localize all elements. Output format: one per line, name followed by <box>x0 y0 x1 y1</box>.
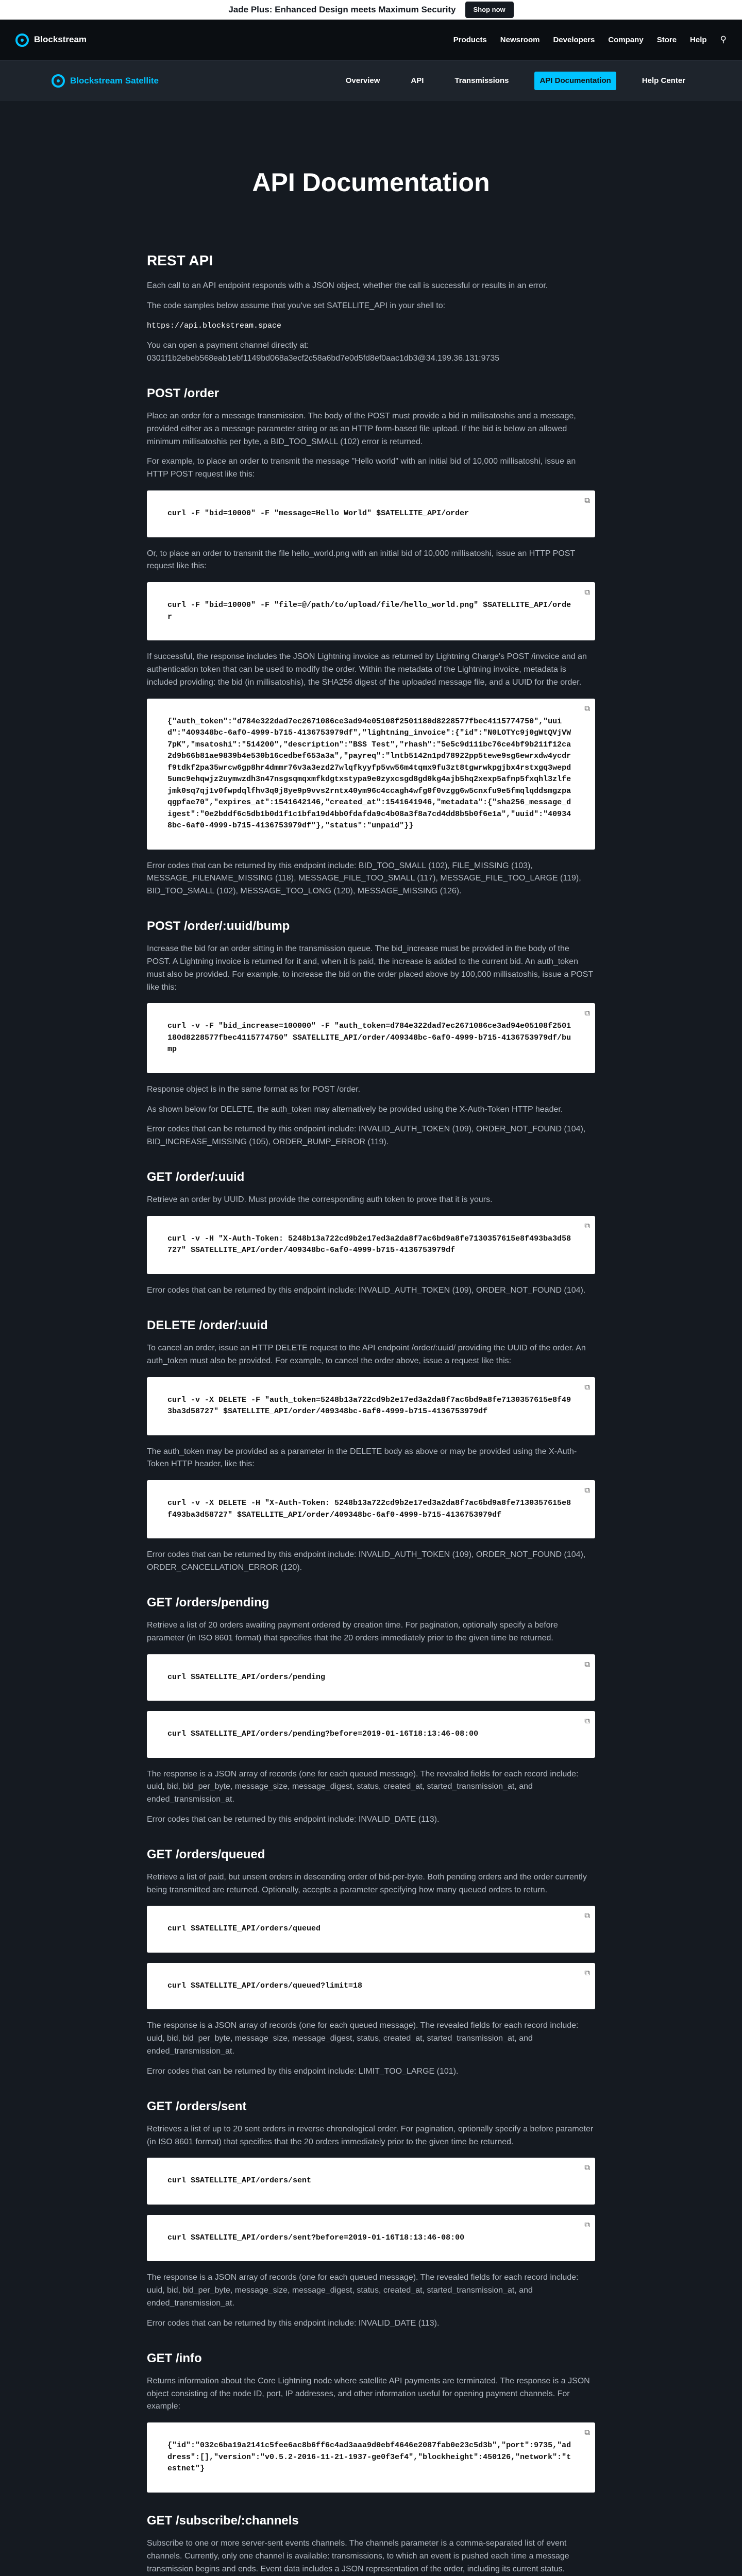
section-heading: GET /orders/pending <box>147 1595 269 1609</box>
main-nav <box>0 20 742 61</box>
code-text: curl -F "bid=10000" -F "file=@/path/to/upload/file/hello_world.png" $SATELLITE_API/order <box>167 601 571 621</box>
code-block <box>147 1216 595 1274</box>
code-block <box>147 1963 595 2010</box>
subnav-help-center[interactable]: Help Center <box>642 76 685 86</box>
nav-products[interactable]: Products <box>453 35 487 44</box>
paragraph: Error codes that can be returned by this endpoint include: INVALID_DATE (113). <box>147 1815 440 1824</box>
shop-now-button[interactable]: Shop now <box>465 2 514 18</box>
paragraph: The response is a JSON array of records (one for each queued message). The revealed fields for each record include: uuid, bid, bid_per_byte, message_size, message_digest, status, created_at, started_transmission_at, and ended_transmission_at. <box>147 2273 579 2308</box>
copy-icon[interactable]: ⧉ <box>584 1717 590 1726</box>
paragraph: The response is a JSON array of records (one for each queued message). The revealed fields for each record include: uuid, bid, bid_per_byte, message_size, message_digest, status, created_at, started_transmission_at, and ended_transmission_at. <box>147 1769 579 1804</box>
satellite-logo-icon <box>52 74 65 88</box>
subnav-api[interactable]: API <box>411 76 424 86</box>
nav-company[interactable]: Company <box>608 35 644 44</box>
section-heading: GET /orders/sent <box>147 2099 247 2113</box>
page-title: API Documentation <box>252 168 490 197</box>
code-text: {"auth_token":"d784e322dad7ec2671086ce3ad94e05108f2501180d8228577fbec4115774750","uuid":"409348bc-6af0-4999-b715-4136753979df","lightning_invoice":{"id":"N0LOTYc9j0gWtQVjVW7pK","msatoshi":"514200","description":"BSS Test","rhash":"5e5c9d111bc76ce4bf9b211f12ca2d9b66b81ae9839b4e530b16cedbef653a3a","payreq":"lntb5142n1pd78922pp5tewe9sg6ewrxdw4ycdrf9tdkf2pa35wrcw6gp8hr4dmmr76v3a3ezd27wlqfkyyfp5vw56m4tqmx9fu3zt8tgwrwkpgjbx4rstxgq3wepd5umc9ehqwjz2uymwzdh3n47nsgsqmqxmfkdgtxstypa9e0zyxcsgd8gd0kg4ajb5hq2xexp5afnp5fxqhl3zlfejmk0sq7qj1v0fwpdqlfhv3q0j8ye9p9vvs2rntx40ym96c4ccagh4wfg0f0vzgg6w5cnxfu9e5fmqlqddsmgzpaqgpfae70","expires_at":1541642146,"created_at":1541641946,"metadata":{"sha256_message_digest":"0e2bddf6c5db1b0d1f1c1bfa19d4bb0fdafda9c4b08a3f8a7cd4dd8b5b0f6e1a","uuid":"409348bc-6af0-4999-b715-4136753979df"},"status":"unpaid"}} <box>167 717 571 831</box>
copy-icon[interactable]: ⧉ <box>584 1009 590 1019</box>
code-text: curl -v -F "bid_increase=100000" -F "auth_token=d784e322dad7ec2671086ce3ad94e05108f2501180d8228577fbec4115774750" $SATELLITE_API/order/409348bc-6af0-4999-b715-4136753979df/bump <box>167 1022 571 1054</box>
code-block <box>147 2215 595 2262</box>
code-text: curl $SATELLITE_API/orders/sent?before=2019-01-16T18:13:46-08:00 <box>167 2233 465 2242</box>
paragraph: Or, to place an order to transmit the file hello_world.png with an initial bid of 10,000 millisatoshi, issue an HTTP POST request like this: <box>147 549 575 571</box>
paragraph: Error codes that can be returned by this endpoint include: INVALID_DATE (113). <box>147 2318 440 2328</box>
code-text: curl -v -H "X-Auth-Token: 5248b13a722cd9b2e17ed3a2da8f7ac6bd9a8fe7130357615e8f493ba3d58727" $SATELLITE_API/order/409348bc-6af0-4999-b715-4136753979df <box>167 1234 571 1255</box>
section-heading: POST /order <box>147 386 220 400</box>
api-url: https://api.blockstream.space <box>147 321 282 331</box>
code-text: curl $SATELLITE_API/orders/queued <box>167 1924 321 1934</box>
promo-text: Jade Plus: Enhanced Design meets Maximum Security <box>228 4 456 14</box>
code-block <box>147 1711 595 1758</box>
code-block <box>147 1480 595 1538</box>
paragraph: Error codes that can be returned by this endpoint include: INVALID_AUTH_TOKEN (109), ORDER_NOT_FOUND (104), ORDER_CANCELLATION_ERROR (120). <box>147 1550 586 1572</box>
paragraph: If successful, the response includes the JSON Lightning invoice as returned by Lightning Charge's POST /invoice and an authentication token that can be used to modify the order. Within the metadata of the Lightning invoice, metadata is included providing: the bid (in millisatoshis), the SHA256 digest of the uploaded message file, and a UUID for the order. <box>147 652 587 687</box>
paragraph: Increase the bid for an order sitting in the transmission queue. The bid_increase must be provided in the body of the POST. A Lightning invoice is returned for it and, when it is paid, the increase is added to the current bid. An auth_token must also be provided. For example, to increase the bid on the order placed above by 100,000 millisatoshis, issue a POST like this: <box>147 944 593 992</box>
code-block <box>147 1377 595 1435</box>
paragraph: Error codes that can be returned by this endpoint include: BID_TOO_SMALL (102), FILE_MISSING (103), MESSAGE_FILENAME_MISSING (118), MESSAGE_FILE_TOO_SMALL (117), MESSAGE_FILE_TOO_LARGE (119), BID_TOO_SMALL (102), MESSAGE_TOO_LONG (120), MESSAGE_MISSING (126). <box>147 861 581 896</box>
nav-store[interactable]: Store <box>656 35 677 44</box>
code-text: curl $SATELLITE_API/orders/pending <box>167 1672 326 1682</box>
code-block <box>147 2158 595 2205</box>
copy-icon[interactable]: ⧉ <box>584 1383 590 1392</box>
satellite-brand[interactable] <box>52 74 159 88</box>
code-block <box>147 582 595 640</box>
paragraph: The auth_token may be provided as a parameter in the DELETE body as above or may be provided using the X-Auth-Token HTTP header, like this: <box>147 1447 577 1469</box>
paragraph: Retrieve a list of 20 orders awaiting payment ordered by creation time. For pagination, optionally specify a before parameter (in ISO 8601 format) that specifies that the 20 orders immediately prior to the given time be returned. <box>147 1620 558 1642</box>
copy-icon[interactable]: ⧉ <box>584 588 590 598</box>
satellite-brand-label: Blockstream Satellite <box>70 75 159 86</box>
section-heading: REST API <box>147 252 213 268</box>
subnav-overview[interactable]: Overview <box>345 76 380 86</box>
paragraph: You can open a payment channel directly at: 0301f1b2ebeb568eab1ebf1149bd068a3ecf2c58a6bd7e0d5fd8ef0aac1db3@34.199.36.131:9735 <box>147 341 500 363</box>
paragraph: Response object is in the same format as for POST /order. <box>147 1084 361 1094</box>
code-block <box>147 1906 595 1953</box>
paragraph: Retrieve an order by UUID. Must provide the corresponding auth token to prove that it is yours. <box>147 1195 493 1205</box>
code-block <box>147 699 595 850</box>
code-text: curl -F "bid=10000" -F "message=Hello World" $SATELLITE_API/order <box>167 509 469 518</box>
copy-icon[interactable]: ⧉ <box>584 2221 590 2230</box>
code-text: curl -v -X DELETE -F "auth_token=5248b13a722cd9b2e17ed3a2da8f7ac6bd9a8fe7130357615e8f493ba3d58727" $SATELLITE_API/order/409348bc-6af0-4999-b715-4136753979df <box>167 1395 571 1416</box>
code-block <box>147 490 595 537</box>
subnav-transmissions[interactable]: Transmissions <box>454 76 509 86</box>
code-text: curl $SATELLITE_API/orders/pending?before=2019-01-16T18:13:46-08:00 <box>167 1730 479 1739</box>
section-heading: POST /order/:uuid/bump <box>147 919 290 933</box>
copy-icon[interactable]: ⧉ <box>584 2164 590 2173</box>
nav-developers[interactable]: Developers <box>553 35 595 44</box>
section-heading: GET /info <box>147 2351 202 2365</box>
section-heading: GET /subscribe/:channels <box>147 2513 299 2528</box>
code-text: {"id":"032c6ba19a2141c5fee6ac8b6ff6c4ad3aaa9d0ebf4646e2087fab0e23c5d3b","port":9735,"address":[],"version":"v0.5.2-2016-11-21-1937-ge0f3ef4","blockheight":450126,"network":"testnet"} <box>167 2441 571 2473</box>
search-icon[interactable]: ⚲ <box>720 35 727 45</box>
promo-banner <box>0 0 742 20</box>
copy-icon[interactable]: ⧉ <box>584 1969 590 1978</box>
paragraph: Place an order for a message transmission. The body of the POST must provide a bid in millisatoshis and a message, provided either as a message parameter string or as an HTTP form-based file upload. If the bid is below an allowed minimum millisatoshis per byte, a BID_TOO_SMALL (102) error is returned. <box>147 412 576 446</box>
logo-icon <box>15 33 29 47</box>
code-block <box>147 2422 595 2493</box>
copy-icon[interactable]: ⧉ <box>584 1912 590 1921</box>
section-heading: GET /order/:uuid <box>147 1170 245 1184</box>
paragraph: Error codes that can be returned by this endpoint include: INVALID_AUTH_TOKEN (109), ORDER_NOT_FOUND (104), BID_INCREASE_MISSING (105), ORDER_BUMP_ERROR (119). <box>147 1125 586 1147</box>
doc-content <box>147 101 595 2576</box>
copy-icon[interactable]: ⧉ <box>584 2429 590 2438</box>
brand-name: Blockstream <box>34 35 87 45</box>
code-text: curl -v -X DELETE -H "X-Auth-Token: 5248b13a722cd9b2e17ed3a2da8f7ac6bd9a8fe7130357615e8f493ba3d58727" $SATELLITE_API/order/409348bc-6af0-4999-b715-4136753979df <box>167 1499 571 1519</box>
paragraph: Each call to an API endpoint responds with a JSON object, whether the call is successful or results in an error. <box>147 281 548 290</box>
section-heading: GET /orders/queued <box>147 1847 265 1861</box>
paragraph: Retrieves a list of up to 20 sent orders in reverse chronological order. For pagination, optionally specify a before parameter (in ISO 8601 format) that specifies that the 20 orders immediately prior to the given time be returned. <box>147 2124 594 2146</box>
blockstream-logo[interactable] <box>15 33 87 46</box>
paragraph: To cancel an order, issue an HTTP DELETE request to the API endpoint /order/:uuid/ providing the UUID of the order. An auth_token must also be provided. For example, to cancel the order above, issue a request like this: <box>147 1343 586 1365</box>
paragraph: The code samples below assume that you've set SATELLITE_API in your shell to: <box>147 301 446 310</box>
section-heading: DELETE /order/:uuid <box>147 1318 268 1332</box>
copy-icon[interactable]: ⧉ <box>584 704 590 714</box>
nav-help[interactable]: Help <box>690 35 707 44</box>
copy-icon[interactable]: ⧉ <box>584 1660 590 1669</box>
paragraph: As shown below for DELETE, the auth_token may alternatively be provided using the X-Auth-Token HTTP header. <box>147 1105 563 1114</box>
paragraph: Subscribe to one or more server-sent events channels. The channels parameter is a comma-separated list of event channels. Currently, only one channel is available: transmissions, to which an event is pushed each time a message transmission begins and ends. Event data includes a JSON representation of the order, including its current status. <box>147 2538 569 2573</box>
copy-icon[interactable]: ⧉ <box>584 497 590 506</box>
paragraph: Retrieve a list of paid, but unsent orders in descending order of bid-per-byte. Both pending orders and the order currently being transmitted are returned. Optionally, accepts a parameter specifying how many queued orders to return. <box>147 1872 587 1894</box>
code-text: curl $SATELLITE_API/orders/queued?limit=18 <box>167 1981 363 1990</box>
paragraph: For example, to place an order to transmit the message "Hello world" with an initial bid of 10,000 millisatoshi, issue an HTTP POST request like this: <box>147 457 576 479</box>
paragraph: Error codes that can be returned by this endpoint include: LIMIT_TOO_LARGE (101). <box>147 2066 459 2076</box>
paragraph: Returns information about the Core Lightning node where satellite API payments are terminated. The response is a JSON object consisting of the node ID, port, IP addresses, and other information useful for opening payment channels. For example: <box>147 2376 590 2411</box>
code-text: curl $SATELLITE_API/orders/sent <box>167 2176 312 2185</box>
nav-newsroom[interactable]: Newsroom <box>500 35 540 44</box>
copy-icon[interactable]: ⧉ <box>584 1486 590 1496</box>
subnav-api-documentation[interactable]: API Documentation <box>534 72 616 90</box>
sub-nav <box>0 61 742 101</box>
paragraph: The response is a JSON array of records (one for each queued message). The revealed fields for each record include: uuid, bid, bid_per_byte, message_size, message_digest, status, created_at, started_transmission_at, and ended_transmission_at. <box>147 2021 579 2056</box>
code-block <box>147 1654 595 1701</box>
paragraph: Error codes that can be returned by this endpoint include: INVALID_AUTH_TOKEN (109), ORDER_NOT_FOUND (104). <box>147 1285 586 1295</box>
copy-icon[interactable]: ⧉ <box>584 1222 590 1231</box>
code-block <box>147 1003 595 1073</box>
